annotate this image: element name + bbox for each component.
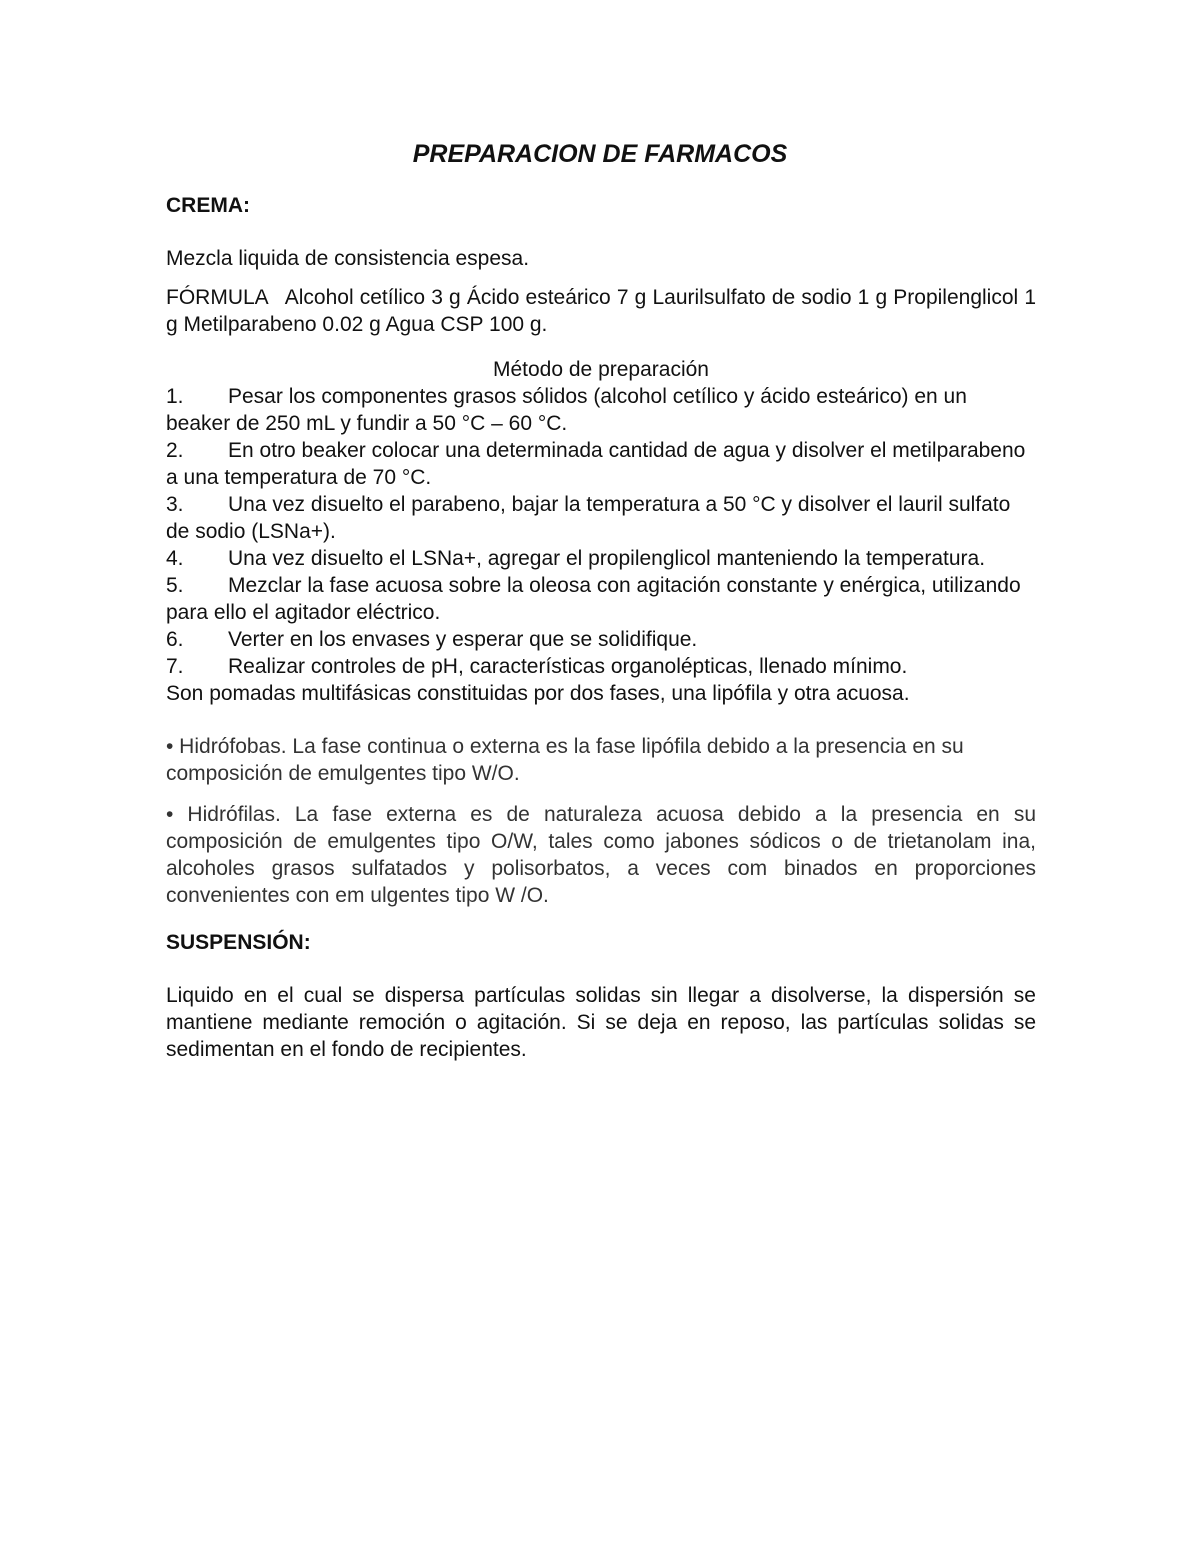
method-step: [166, 626, 1036, 653]
method-step: [166, 572, 1036, 626]
method-step: [166, 653, 1036, 680]
step-number: 3.: [166, 493, 184, 516]
document-title: PREPARACION DE FARMACOS: [412, 140, 788, 168]
step-number: 4.: [166, 547, 184, 570]
hidrofobas-paragraph: • Hidrófobas. La fase continua o externa es la fase lipófila debido a la presencia en su composición de emulgentes tipo W/O.: [166, 735, 964, 785]
suspension-heading: SUSPENSIÓN:: [166, 931, 311, 954]
step-text: Una vez disuelto el LSNa+, agregar el propilenglicol manteniendo la temperatura.: [228, 547, 986, 570]
method-step: [166, 383, 1036, 437]
hidrofilas-paragraph: • Hidrófilas. La fase externa es de naturaleza acuosa debido a la presencia en su composición de emulgentes tipo O/W, tales como jabones sódicos o de trietanolam ina, alcoholes grasos sulfatados y polisorbatos, a veces com binados en proporciones convenientes con em ulgentes tipo W /O.: [166, 803, 1036, 907]
step-number: 2.: [166, 439, 184, 462]
method-title: Método de preparación: [493, 358, 709, 381]
step-text: Realizar controles de pH, características organolépticas, llenado mínimo.: [228, 655, 908, 678]
crema-formula: FÓRMULA Alcohol cetílico 3 g Ácido esteárico 7 g Laurilsulfato de sodio 1 g Propilenglicol 1 g Metilparabeno 0.02 g Agua CSP 100 g.: [166, 286, 1042, 336]
step-number: 6.: [166, 628, 184, 651]
suspension-paragraph: Liquido en el cual se dispersa partículas solidas sin llegar a disolverse, la dispersión se mantiene mediante remoción o agitación. Si se deja en reposo, las partículas solidas se sedimentan en el fondo de recipientes.: [166, 984, 1036, 1061]
method-steps: [166, 383, 1036, 680]
step-text: Pesar los componentes grasos sólidos (alcohol cetílico y ácido esteárico) en un beaker de 250 mL y fundir a 50 °C – 60 °C.: [166, 385, 967, 435]
document-body: [166, 192, 1042, 1063]
step-text: Mezclar la fase acuosa sobre la oleosa con agitación constante y enérgica, utilizando para ello el agitador eléctrico.: [166, 574, 1021, 624]
crema-heading: CREMA:: [166, 194, 250, 217]
step-text: Una vez disuelto el parabeno, bajar la temperatura a 50 °C y disolver el lauril sulfato de sodio (LSNa+).: [166, 493, 1011, 543]
method-step: [166, 437, 1036, 491]
step-number: 7.: [166, 655, 184, 678]
step-text: En otro beaker colocar una determinada cantidad de agua y disolver el metilparabeno a una temperatura de 70 °C.: [166, 439, 1026, 489]
step-number: 5.: [166, 574, 184, 597]
method-step: [166, 545, 1036, 572]
pomadas-paragraph: Son pomadas multifásicas constituidas por dos fases, una lipófila y otra acuosa.: [166, 682, 910, 705]
step-number: 1.: [166, 385, 184, 408]
step-text: Verter en los envases y esperar que se solidifique.: [228, 628, 698, 651]
crema-description: Mezcla liquida de consistencia espesa.: [166, 247, 530, 270]
method-step: [166, 491, 1036, 545]
